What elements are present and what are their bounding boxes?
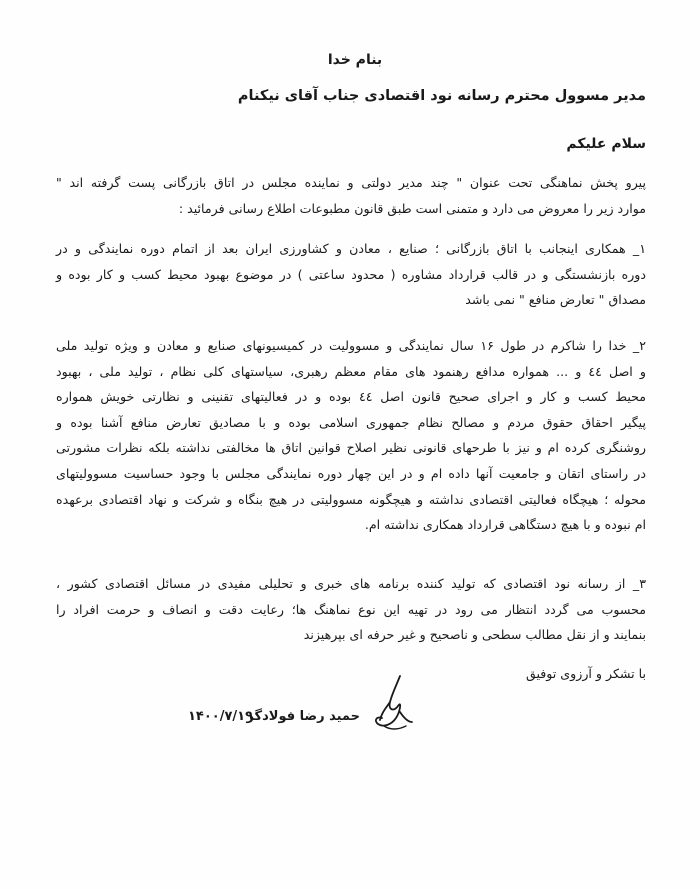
signature-mark [370,672,416,736]
closing-line: با تشکر و آرزوی توفیق [525,666,646,681]
letter-date: ۱۴۰۰/۷/۱۹ [188,709,254,724]
point-1-line: ۱_ همکاری اینجانب با اتاق بازرگانی ؛ صنایع ، معادن و کشاورزی ایران بعد از اتمام دوره نمایندگی و در [56,241,646,256]
point-2-line: محیط کسب و کار و اجرای صحیح قانون اصل ٤٤ بوده و در فعالیتهای تقنینی و نظارتی خویش همواره [56,389,646,405]
letter-heading: بنام خدا [327,52,383,68]
addressee-line: مدیر مسوول محترم رسانه نود اقتصادی جناب آقای نیکنام [237,88,646,104]
point-1-paragraph [56,236,646,313]
point-2-line: پیگیر احقاق حقوق مردم و مصالح نظام جمهوری اسلامی بوده و با مصادیق تعارض منافع آشنا بوده و [56,414,646,430]
point-2-line: ام نبوده و با هیچ دستگاهی قرارداد همکاری نداشته ام. [364,517,646,533]
point-2-line: روشنگری کرده ام و نیز با طرحهای قانونی نظیر اصلاح قوانین اتاق ها مخالفتی نداشته بلکه نظرات مشورتی [56,440,646,456]
point-3-line: ۳_ از رسانه نود اقتصادی که تولید کننده برنامه های خبری و تحلیلی مفیدی در مسائل اقتصادی کشور ، [56,576,646,591]
point-2-line: ۲_ خدا را شاکرم در طول ۱۶ سال نمایندگی و مسوولیت در کمیسیونهای صنایع و معادن و ویژه تولید ملی [56,338,646,353]
point-1-line: مصداق " تعارض منافع " نمی باشد [465,292,646,308]
salutation: سلام علیکم [566,136,646,152]
point-3-line: بنمایند و از نقل مطالب سطحی و ناصحیح و غیر حرفه ای بپرهیزند [303,627,646,643]
intro-line: موارد زیر را معروض می دارد و متمنی است طبق قانون مطبوعات اطلاع رسانی فرمائید : [178,200,646,216]
intro-line: پیرو پخش نماهنگی تحت عنوان " چند مدیر دولتی و نماینده مجلس در اتاق بازرگانی پست گرفته اند " [56,175,646,190]
point-2-paragraph [56,333,646,538]
point-1-line: دوره بازنشستگی و در قالب قرارداد مشاوره ( محدود ساعتی ) در موضوع بهبود محیط کسب و کار بوده و [56,266,646,282]
point-3-line: محسوب می گردد انتظار می رود در تهیه این نوع نماهنگ ها؛ رعایت دقت و انصاف و حرمت افراد را [56,601,646,617]
point-3-paragraph [56,571,646,648]
intro-paragraph [56,170,646,221]
point-2-line: و اصل ٤٤ و ... همواره مدافع رهنمود های مقام معظم رهبری، سیاستهای کلی نظام ، تولید ملی ، بهبود [56,363,646,379]
point-2-line: محوله ؛ هیچگاه فعالیتی اقتصادی نداشته و هیچگونه مسوولیتی در هیچ بنگاه و شرکت و نهاد اقتصادی برعهده [56,491,646,507]
point-2-line: در راستای اتقان و جامعیت آنها داده ام و در این چهار دوره نمایندگی مجلس با وجود حساسیت مسوولیتهای [56,465,646,481]
signer-name: حمید رضا فولادگر [246,709,360,724]
